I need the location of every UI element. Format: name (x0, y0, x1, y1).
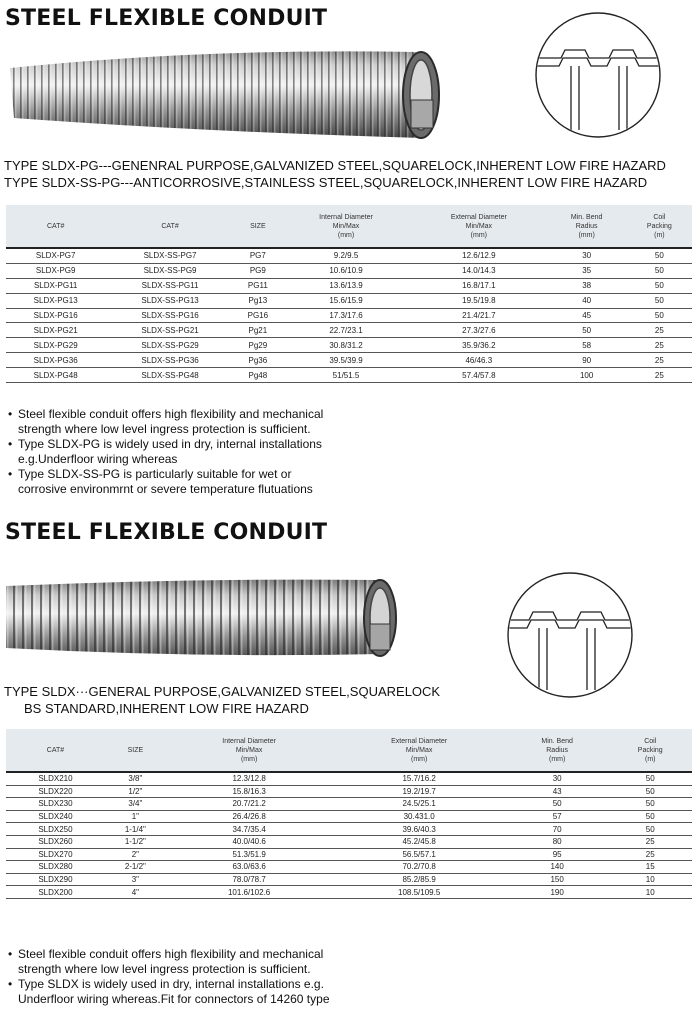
table-row: SLDX-PG7 SLDX-SS-PG7 PG7 9.2/9.5 12.6/12.9 30 50 (6, 248, 692, 263)
type-line: TYPE SLDX-SS-PG---ANTICORROSIVE,STAINLESS STEEL,SQUARELOCK,INHERENT LOW FIRE HAZARD (4, 175, 648, 190)
col-header: CAT# (105, 205, 234, 248)
table-row: SLDX290 3" 78.0/78.7 85.2/85.9 150 10 (6, 873, 692, 886)
table-row: SLDX250 1-1/4" 34.7/35.4 39.6/40.3 70 50 (6, 823, 692, 836)
col-header: Min. Bend Radius (mm) (547, 205, 627, 248)
section-bs-conduit (0, 515, 700, 1022)
col-header: CAT# (6, 205, 105, 248)
section-title: STEEL FLEXIBLE CONDUIT (5, 520, 328, 545)
type-line: TYPE SLDX-PG---GENENRAL PURPOSE,GALVANIZED STEEL,SQUARELOCK,INHERENT LOW FIRE HAZARD (4, 158, 666, 173)
feature-bullets (8, 947, 348, 1007)
list-item: • Steel flexible conduit offers high flexibility and mechanical strength where low level ingress protection is sufficient. (8, 407, 338, 437)
table-row: SLDX200 4" 101.6/102.6 108.5/109.5 190 10 (6, 886, 692, 899)
table-row: SLDX260 1-1/2" 40.0/40.6 45.2/45.8 80 25 (6, 835, 692, 848)
col-header: Min. Bend Radius (mm) (506, 729, 609, 772)
list-item: • Steel flexible conduit offers high flexibility and mechanical strength where low level ingress protection is sufficient. (8, 947, 348, 977)
table-row: SLDX270 2" 51.3/51.9 56.5/57.1 95 25 (6, 848, 692, 861)
col-header: Internal Diameter Min/Max (mm) (166, 729, 333, 772)
table-row: SLDX-PG16 SLDX-SS-PG16 PG16 17.3/17.6 21.4/21.7 45 50 (6, 308, 692, 323)
type-line: TYPE SLDX···GENERAL PURPOSE,GALVANIZED STEEL,SQUARELOCK (4, 684, 441, 699)
type-description (4, 683, 440, 717)
conduit-photo (6, 40, 441, 140)
profile-diagram (505, 570, 635, 700)
type-description (4, 157, 666, 191)
table-row: SLDX230 3/4" 20.7/21.2 24.5/25.1 50 50 (6, 798, 692, 811)
table-row: SLDX-PG13 SLDX-SS-PG13 Pg13 15.6/15.9 19.5/19.8 40 50 (6, 293, 692, 308)
table-row: SLDX210 3/8" 12.3/12.8 15.7/16.2 30 50 (6, 772, 692, 785)
col-header: SIZE (105, 729, 166, 772)
conduit-photo (4, 572, 399, 664)
table-row: SLDX240 1" 26.4/26.8 30.431.0 57 50 (6, 810, 692, 823)
list-item: • Type SLDX-SS-PG is particularly suitable for wet or corrosive environmrnt or severe temperature flutuations (8, 467, 338, 497)
type-line: BS STANDARD,INHERENT LOW FIRE HAZARD (24, 701, 309, 716)
spec-table (6, 205, 692, 383)
table-row: SLDX-PG11 SLDX-SS-PG11 PG11 13.6/13.9 16.8/17.1 38 50 (6, 278, 692, 293)
col-header: External Diameter Min/Max (mm) (332, 729, 505, 772)
table-row: SLDX220 1/2" 15.8/16.3 19.2/19.7 43 50 (6, 785, 692, 798)
col-header: CAT# (6, 729, 105, 772)
col-header: SIZE (235, 205, 281, 248)
table-row: SLDX-PG29 SLDX-SS-PG29 Pg29 30.8/31.2 35.9/36.2 58 25 (6, 338, 692, 353)
col-header: External Diameter Min/Max (mm) (411, 205, 546, 248)
list-item: • Type SLDX is widely used in dry, internal installations e.g. Underfloor wiring whereas.Fit for connectors of 14260 type (8, 977, 348, 1007)
table-row: SLDX-PG21 SLDX-SS-PG21 Pg21 22.7/23.1 27.3/27.6 50 25 (6, 323, 692, 338)
table-header-row (6, 729, 692, 772)
list-item: • Type SLDX-PG is widely used in dry, internal installations e.g.Underfloor wiring whereas (8, 437, 338, 467)
profile-diagram (533, 10, 663, 140)
table-row: SLDX280 2-1/2" 63.0/63.6 70.2/70.8 140 15 (6, 861, 692, 874)
table-row: SLDX-PG9 SLDX-SS-PG9 PG9 10.6/10.9 14.0/14.3 35 50 (6, 263, 692, 278)
section-title: STEEL FLEXIBLE CONDUIT (5, 6, 328, 31)
spec-table (6, 729, 692, 899)
col-header: Internal Diameter Min/Max (mm) (281, 205, 411, 248)
table-row: SLDX-PG48 SLDX-SS-PG48 Pg48 51/51.5 57.4/57.8 100 25 (6, 368, 692, 383)
table-header-row (6, 205, 692, 248)
table-row: SLDX-PG36 SLDX-SS-PG36 Pg36 39.5/39.9 46/46.3 90 25 (6, 353, 692, 368)
section-pg-conduit (0, 0, 700, 505)
feature-bullets (8, 407, 338, 497)
col-header: Coil Packing (m) (608, 729, 692, 772)
col-header: Coil Packing (m) (627, 205, 692, 248)
